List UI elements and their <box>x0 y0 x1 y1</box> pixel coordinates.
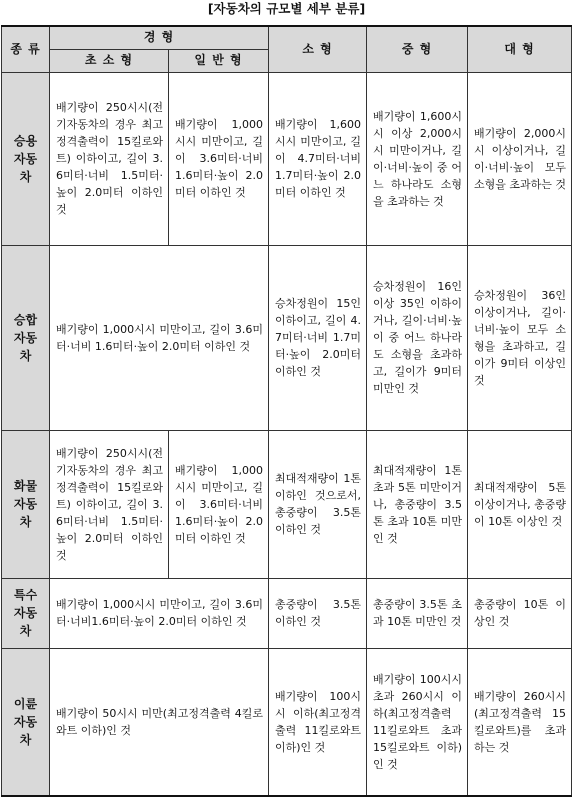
passenger-large: 배기량이 2,000시시 이상이거나, 길이·너비·높이 모두 소형을 초과하는 것 <box>468 72 572 245</box>
two-wheel-large: 배기량이 260시시(최고정격출력 15킬로와트)를 초과하는 것 <box>468 648 572 796</box>
van-small: 승차정원이 15인 이하이고, 길이 4.7미터·너비 1.7미터·높이 2.0미터 이하인 것 <box>269 245 367 430</box>
two-wheel-light: 배기량이 50시시 미만(최고정격출력 4킬로와트 이하)인 것 <box>50 648 269 796</box>
row-van-name: 승합 자동 차 <box>2 245 50 430</box>
row-special <box>2 578 572 648</box>
document-title: [자동차의 규모별 세부 분류] <box>207 1 366 16</box>
special-medium: 총중량이 3.5톤 초과 10톤 미만인 것 <box>367 578 468 648</box>
passenger-ultra-small: 배기량이 250시시(전기자동차의 경우 최고정격출력이 15킬로와트) 이하이고, 길이 3.6미터·너비 1.5미터·높이 2.0미터 이하인 것 <box>50 72 169 245</box>
passenger-small: 배기량이 1,600시시 미만이고, 길이 4.7미터·너비 1.7미터·높이 2.0미터 이하인 것 <box>269 72 367 245</box>
row-special-name: 특수 자동 차 <box>2 578 50 648</box>
two-wheel-medium: 배기량이 100시시 초과 260시시 이하(최고정격출력 11킬로와트 초과 15킬로와트 이하)인 것 <box>367 648 468 796</box>
van-medium: 승차정원이 16인 이상 35인 이하이거나, 길이·너비·높이 중 어느 하나라도 소형을 초과하고, 길이가 9미터 미만인 것 <box>367 245 468 430</box>
passenger-medium: 배기량이 1,600시시 이상 2,000시시 미만이거나, 길이·너비·높이 중 어느 하나라도 소형을 초과하는 것 <box>367 72 468 245</box>
row-cargo-name: 화물 자동 차 <box>2 430 50 578</box>
two-wheel-small: 배기량이 100시시 이하(최고정격출력 11킬로와트 이하)인 것 <box>269 648 367 796</box>
special-small: 총중량이 3.5톤 이하인 것 <box>269 578 367 648</box>
cargo-large: 최대적재량이 5톤 이상이거나, 총중량이 10톤 이상인 것 <box>468 430 572 578</box>
cargo-ultra-small: 배기량이 250시시(전기자동차의 경우 최고정격출력이 15킬로와트) 이하이고, 길이 3.6미터·너비 1.5미터·높이 2.0미터 이하인 것 <box>50 430 169 578</box>
van-light: 배기량이 1,000시시 미만이고, 길이 3.6미터·너비 1.6미터·높이 2.0미터 이하인 것 <box>50 245 269 430</box>
header-small: 소 형 <box>269 26 367 72</box>
header-medium: 중 형 <box>367 26 468 72</box>
special-light: 배기량이 1,000시시 미만이고, 길이 3.6미터·너비1.6미터·높이 2.0미터 이하인 것 <box>50 578 269 648</box>
cargo-general: 배기량이 1,000시시 미만이고, 길이 3.6미터·너비 1.6미터·높이 2.0미터 이하인 것 <box>169 430 269 578</box>
row-cargo <box>2 430 572 578</box>
row-passenger-name: 승용 자동 차 <box>2 72 50 245</box>
header-ultra-small: 초 소 형 <box>50 49 169 72</box>
cargo-small: 최대적재량이 1톤 이하인 것으로서, 총중량이 3.5톤 이하인 것 <box>269 430 367 578</box>
row-passenger <box>2 72 572 245</box>
header-light: 경 형 <box>50 26 269 49</box>
passenger-general: 배기량이 1,000시시 미만이고, 길이 3.6미터·너비 1.6미터·높이 2.0미터 이하인 것 <box>169 72 269 245</box>
header-general: 일 반 형 <box>169 49 269 72</box>
vehicle-classification-table <box>1 25 572 797</box>
header-large: 대 형 <box>468 26 572 72</box>
header-category: 종 류 <box>2 26 50 72</box>
cargo-medium: 최대적재량이 1톤 초과 5톤 미만이거나, 총중량이 3.5톤 초과 10톤 미만인 것 <box>367 430 468 578</box>
van-large: 승차정원이 36인 이상이거나, 길이·너비·높이 모두 소형을 초과하고, 길이가 9미터 이상인 것 <box>468 245 572 430</box>
header-row-1 <box>2 26 572 49</box>
special-large: 총중량이 10톤 이상인 것 <box>468 578 572 648</box>
row-two-wheel <box>2 648 572 796</box>
row-two-wheel-name: 이륜 자동 차 <box>2 648 50 796</box>
row-van <box>2 245 572 430</box>
